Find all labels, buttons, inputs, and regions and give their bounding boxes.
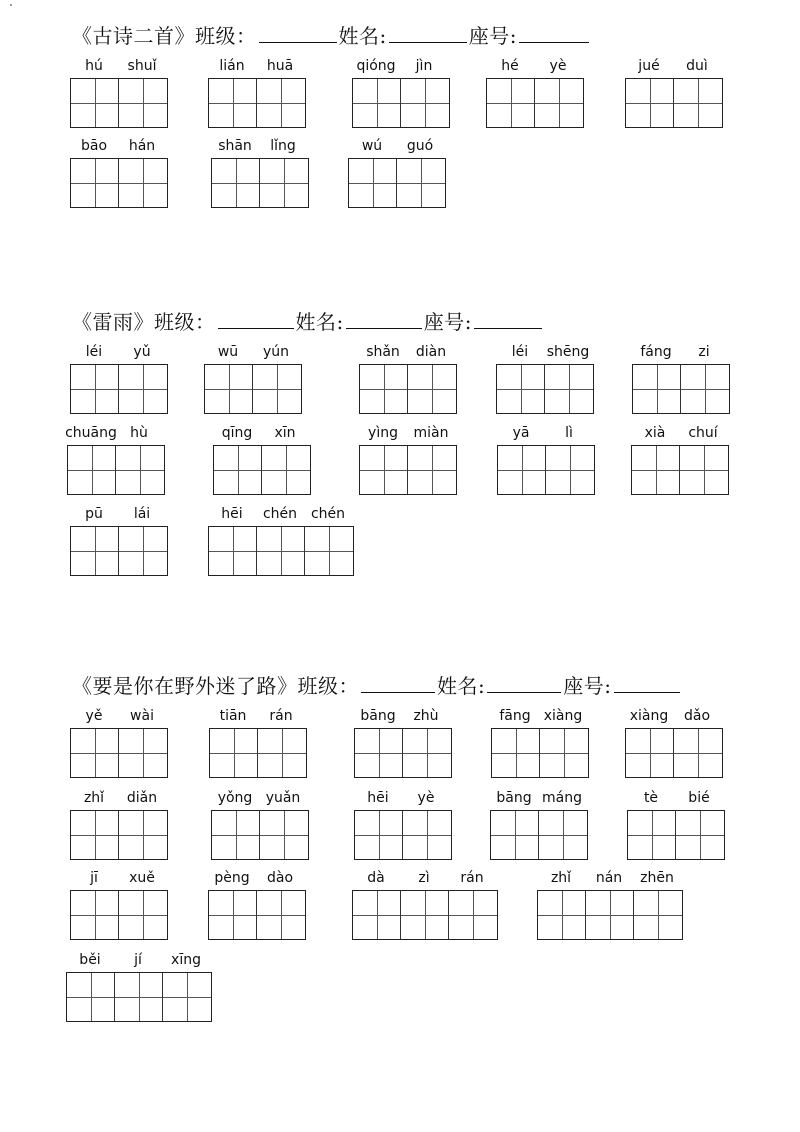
- scan-speck: [10, 4, 12, 6]
- pinyin-syllable: yìng: [368, 425, 398, 441]
- pinyin-row: [66, 952, 210, 972]
- pinyin-row: [625, 708, 721, 728]
- tian-zi-cell[interactable]: [163, 973, 211, 1021]
- pinyin-syllable: hán: [128, 138, 156, 154]
- pinyin-row: [209, 708, 305, 728]
- pinyin-word-block: [354, 790, 450, 858]
- writing-grid: [359, 364, 457, 414]
- class-blank[interactable]: [259, 24, 337, 43]
- tian-zi-cell[interactable]: [628, 811, 676, 859]
- tian-zi-cell[interactable]: [257, 79, 305, 127]
- pinyin-word-block: [70, 138, 166, 206]
- pinyin-syllable: chén: [262, 506, 298, 522]
- tian-zi-cell[interactable]: [119, 365, 167, 413]
- seat-blank[interactable]: [614, 674, 680, 693]
- writing-grid: [66, 972, 212, 1022]
- pinyin-syllable: jī: [90, 870, 98, 886]
- writing-grid: [497, 445, 595, 495]
- pinyin-syllable: chuí: [688, 425, 718, 441]
- writing-grid: [70, 364, 168, 414]
- pinyin-syllable: qióng: [356, 58, 396, 74]
- pinyin-row: [354, 790, 450, 810]
- tian-zi-cell[interactable]: [68, 446, 116, 494]
- pinyin-word-block: [70, 58, 166, 126]
- pinyin-syllable: shēng: [546, 344, 590, 360]
- seat-label: 座号:: [423, 310, 472, 334]
- pinyin-word-block: [204, 344, 300, 412]
- tian-zi-cell[interactable]: [209, 79, 257, 127]
- pinyin-row: [491, 708, 587, 728]
- writing-grid: [632, 364, 730, 414]
- tian-zi-cell[interactable]: [626, 79, 674, 127]
- tian-zi-cell[interactable]: [115, 973, 163, 1021]
- pinyin-syllable: qīng: [221, 425, 253, 441]
- pinyin-syllable: pèng: [214, 870, 250, 886]
- pinyin-word-block: [70, 708, 166, 776]
- tian-zi-cell[interactable]: [403, 729, 451, 777]
- pinyin-syllable: zhǐ: [83, 790, 105, 806]
- tian-zi-cell[interactable]: [540, 729, 588, 777]
- tian-zi-cell[interactable]: [626, 729, 674, 777]
- pinyin-syllable: bié: [688, 790, 710, 806]
- pinyin-word-block: [491, 708, 587, 776]
- tian-zi-cell[interactable]: [119, 159, 167, 207]
- writing-grid: [70, 810, 168, 860]
- tian-zi-cell[interactable]: [360, 446, 408, 494]
- tian-zi-cell[interactable]: [397, 159, 445, 207]
- pinyin-word-block: [627, 790, 723, 858]
- pinyin-syllable: lián: [219, 58, 245, 74]
- writing-grid: [70, 78, 168, 128]
- tian-zi-cell[interactable]: [487, 79, 535, 127]
- tian-zi-cell[interactable]: [633, 365, 681, 413]
- pinyin-syllable: fáng: [640, 344, 672, 360]
- pinyin-syllable: zhēn: [640, 870, 674, 886]
- pinyin-syllable: bāng: [360, 708, 396, 724]
- tian-zi-cell[interactable]: [119, 79, 167, 127]
- tian-zi-cell[interactable]: [538, 891, 586, 939]
- tian-zi-cell[interactable]: [355, 729, 403, 777]
- tian-zi-cell[interactable]: [491, 811, 539, 859]
- writing-grid: [204, 364, 302, 414]
- pinyin-syllable: xià: [644, 425, 666, 441]
- pinyin-syllable: rán: [269, 708, 293, 724]
- pinyin-word-block: [66, 952, 210, 1020]
- pinyin-syllable: shǎn: [366, 344, 400, 360]
- tian-zi-cell[interactable]: [71, 159, 119, 207]
- pinyin-row: [70, 138, 166, 158]
- writing-grid: [213, 445, 311, 495]
- pinyin-row: [70, 58, 166, 78]
- pinyin-syllable: jìn: [415, 58, 433, 74]
- seat-blank[interactable]: [474, 310, 542, 329]
- writing-grid: [70, 158, 168, 208]
- pinyin-row: [497, 425, 593, 445]
- lesson-title: 《古诗二首》: [72, 24, 195, 48]
- tian-zi-cell[interactable]: [253, 365, 301, 413]
- pinyin-syllable: léi: [85, 344, 103, 360]
- writing-grid: [627, 810, 725, 860]
- pinyin-syllable: duì: [686, 58, 708, 74]
- pinyin-syllable: xiàng: [629, 708, 669, 724]
- pinyin-word-block: [359, 425, 455, 493]
- pinyin-syllable: běi: [79, 952, 101, 968]
- writing-grid: [211, 810, 309, 860]
- pinyin-word-block: [354, 708, 450, 776]
- pinyin-syllable: zhǐ: [550, 870, 572, 886]
- pinyin-syllable: fāng: [499, 708, 531, 724]
- pinyin-word-block: [208, 58, 304, 126]
- pinyin-syllable: chuāng: [65, 425, 117, 441]
- tian-zi-cell[interactable]: [258, 729, 306, 777]
- class-label: 班级：: [297, 674, 359, 698]
- tian-zi-cell[interactable]: [492, 729, 540, 777]
- pinyin-row: [352, 58, 448, 78]
- pinyin-syllable: dǎo: [683, 708, 711, 724]
- pinyin-row: [213, 425, 309, 445]
- pinyin-syllable: yǒng: [217, 790, 253, 806]
- writing-grid: [486, 78, 584, 128]
- pinyin-word-block: [632, 344, 728, 412]
- pinyin-syllable: xuě: [129, 870, 155, 886]
- tian-zi-cell[interactable]: [212, 159, 260, 207]
- writing-grid: [208, 526, 354, 576]
- pinyin-syllable: bāng: [496, 790, 532, 806]
- pinyin-syllable: hēi: [367, 790, 389, 806]
- pinyin-syllable: huā: [266, 58, 294, 74]
- pinyin-row: [208, 58, 304, 78]
- pinyin-word-block: [625, 708, 721, 776]
- tian-zi-cell[interactable]: [71, 79, 119, 127]
- pinyin-row: [354, 708, 450, 728]
- tian-zi-cell[interactable]: [634, 891, 682, 939]
- pinyin-syllable: nán: [595, 870, 623, 886]
- tian-zi-cell[interactable]: [257, 891, 305, 939]
- pinyin-syllable: zhù: [413, 708, 439, 724]
- writing-grid: [208, 890, 306, 940]
- pinyin-syllable: yuǎn: [265, 790, 301, 806]
- tian-zi-cell[interactable]: [535, 79, 583, 127]
- pinyin-syllable: xīng: [171, 952, 201, 968]
- pinyin-syllable: tiān: [219, 708, 247, 724]
- seat-label: 座号:: [468, 24, 517, 48]
- tian-zi-cell[interactable]: [546, 446, 594, 494]
- pinyin-syllable: xiàng: [543, 708, 583, 724]
- pinyin-syllable: hēi: [221, 506, 243, 522]
- pinyin-row: [70, 870, 166, 890]
- pinyin-row: [208, 506, 352, 526]
- name-label: 姓名:: [437, 674, 486, 698]
- pinyin-syllable: bāo: [80, 138, 108, 154]
- tian-zi-cell[interactable]: [262, 446, 310, 494]
- pinyin-word-block: [497, 425, 593, 493]
- pinyin-word-block: [208, 870, 304, 938]
- writing-grid: [209, 728, 307, 778]
- writing-grid: [208, 78, 306, 128]
- tian-zi-cell[interactable]: [71, 365, 119, 413]
- tian-zi-cell[interactable]: [212, 811, 260, 859]
- pinyin-row: [211, 790, 307, 810]
- tian-zi-cell[interactable]: [119, 729, 167, 777]
- writing-grid: [359, 445, 457, 495]
- pinyin-word-block: [70, 506, 166, 574]
- writing-grid: [352, 78, 450, 128]
- pinyin-row: [486, 58, 582, 78]
- pinyin-syllable: xīn: [274, 425, 296, 441]
- pinyin-syllable: diǎn: [126, 790, 158, 806]
- pinyin-syllable: hú: [85, 58, 103, 74]
- tian-zi-cell[interactable]: [403, 811, 451, 859]
- tian-zi-cell[interactable]: [353, 891, 401, 939]
- pinyin-syllable: pū: [85, 506, 103, 522]
- pinyin-syllable: diàn: [415, 344, 447, 360]
- tian-zi-cell[interactable]: [209, 891, 257, 939]
- pinyin-syllable: dào: [266, 870, 294, 886]
- pinyin-syllable: miàn: [413, 425, 449, 441]
- pinyin-row: [70, 790, 166, 810]
- tian-zi-cell[interactable]: [349, 159, 397, 207]
- tian-zi-cell[interactable]: [119, 527, 167, 575]
- pinyin-word-block: [208, 506, 352, 574]
- pinyin-syllable: lì: [565, 425, 573, 441]
- writing-grid: [354, 810, 452, 860]
- tian-zi-cell[interactable]: [680, 446, 728, 494]
- lesson-title: 《雷雨》: [72, 310, 154, 334]
- pinyin-syllable: léi: [511, 344, 529, 360]
- tian-zi-cell[interactable]: [119, 891, 167, 939]
- pinyin-syllable: lái: [133, 506, 151, 522]
- pinyin-syllable: rán: [460, 870, 484, 886]
- pinyin-word-block: [537, 870, 681, 938]
- name-label: 姓名:: [295, 310, 344, 334]
- tian-zi-cell[interactable]: [545, 365, 593, 413]
- tian-zi-cell[interactable]: [116, 446, 164, 494]
- pinyin-syllable: máng: [542, 790, 582, 806]
- tian-zi-cell[interactable]: [355, 811, 403, 859]
- writing-grid: [70, 728, 168, 778]
- pinyin-syllable: hé: [501, 58, 519, 74]
- pinyin-word-block: [67, 425, 163, 493]
- tian-zi-cell[interactable]: [209, 527, 257, 575]
- writing-grid: [491, 728, 589, 778]
- tian-zi-cell[interactable]: [119, 811, 167, 859]
- writing-grid: [631, 445, 729, 495]
- tian-zi-cell[interactable]: [210, 729, 258, 777]
- class-label: 班级：: [195, 24, 257, 48]
- tian-zi-cell[interactable]: [257, 527, 305, 575]
- pinyin-row: [70, 708, 166, 728]
- tian-zi-cell[interactable]: [71, 891, 119, 939]
- tian-zi-cell[interactable]: [401, 891, 449, 939]
- pinyin-word-block: [496, 344, 592, 412]
- pinyin-syllable: shān: [218, 138, 252, 154]
- pinyin-word-block: [359, 344, 455, 412]
- pinyin-word-block: [213, 425, 309, 493]
- pinyin-row: [359, 344, 455, 364]
- pinyin-syllable: zi: [698, 344, 710, 360]
- pinyin-word-block: [490, 790, 586, 858]
- pinyin-row: [70, 344, 166, 364]
- pinyin-row: [359, 425, 455, 445]
- pinyin-row: [632, 344, 728, 364]
- tian-zi-cell[interactable]: [401, 79, 449, 127]
- pinyin-row: [537, 870, 681, 890]
- pinyin-row: [348, 138, 444, 158]
- pinyin-word-block: [625, 58, 721, 126]
- pinyin-row: [70, 506, 166, 526]
- pinyin-syllable: yè: [417, 790, 435, 806]
- tian-zi-cell[interactable]: [260, 159, 308, 207]
- tian-zi-cell[interactable]: [498, 446, 546, 494]
- pinyin-row: [496, 344, 592, 364]
- pinyin-word-block: [631, 425, 727, 493]
- tian-zi-cell[interactable]: [632, 446, 680, 494]
- pinyin-word-block: [352, 58, 448, 126]
- tian-zi-cell[interactable]: [674, 79, 722, 127]
- name-blank[interactable]: [346, 310, 422, 329]
- pinyin-syllable: wū: [217, 344, 239, 360]
- tian-zi-cell[interactable]: [586, 891, 634, 939]
- pinyin-row: [208, 870, 304, 890]
- writing-grid: [348, 158, 446, 208]
- section-header: [72, 670, 682, 699]
- seat-blank[interactable]: [519, 24, 589, 43]
- pinyin-word-block: [70, 870, 166, 938]
- name-blank[interactable]: [389, 24, 467, 43]
- tian-zi-cell[interactable]: [681, 365, 729, 413]
- pinyin-word-block: [209, 708, 305, 776]
- tian-zi-cell[interactable]: [497, 365, 545, 413]
- pinyin-syllable: yǔ: [133, 344, 151, 360]
- tian-zi-cell[interactable]: [408, 446, 456, 494]
- pinyin-syllable: yè: [549, 58, 567, 74]
- pinyin-row: [67, 425, 163, 445]
- pinyin-syllable: yě: [85, 708, 103, 724]
- class-blank[interactable]: [361, 674, 435, 693]
- section-header: [72, 306, 544, 335]
- pinyin-syllable: zì: [418, 870, 430, 886]
- pinyin-syllable: chén: [310, 506, 346, 522]
- pinyin-word-block: [348, 138, 444, 206]
- pinyin-syllable: wài: [130, 708, 154, 724]
- writing-grid: [496, 364, 594, 414]
- writing-grid: [352, 890, 498, 940]
- pinyin-syllable: jué: [638, 58, 660, 74]
- tian-zi-cell[interactable]: [408, 365, 456, 413]
- name-label: 姓名:: [338, 24, 387, 48]
- pinyin-syllable: yā: [512, 425, 530, 441]
- tian-zi-cell[interactable]: [71, 811, 119, 859]
- seat-label: 座号:: [563, 674, 612, 698]
- writing-grid: [67, 445, 165, 495]
- pinyin-word-block: [70, 344, 166, 412]
- pinyin-syllable: yún: [262, 344, 290, 360]
- name-blank[interactable]: [487, 674, 561, 693]
- tian-zi-cell[interactable]: [449, 891, 497, 939]
- tian-zi-cell[interactable]: [676, 811, 724, 859]
- pinyin-row: [211, 138, 307, 158]
- pinyin-word-block: [70, 790, 166, 858]
- tian-zi-cell[interactable]: [214, 446, 262, 494]
- pinyin-word-block: [211, 790, 307, 858]
- tian-zi-cell[interactable]: [67, 973, 115, 1021]
- writing-grid: [625, 78, 723, 128]
- tian-zi-cell[interactable]: [71, 527, 119, 575]
- pinyin-row: [631, 425, 727, 445]
- writing-grid: [490, 810, 588, 860]
- pinyin-syllable: guó: [406, 138, 434, 154]
- writing-grid: [70, 890, 168, 940]
- pinyin-syllable: jí: [134, 952, 142, 968]
- tian-zi-cell[interactable]: [71, 729, 119, 777]
- tian-zi-cell[interactable]: [360, 365, 408, 413]
- pinyin-row: [625, 58, 721, 78]
- writing-grid: [354, 728, 452, 778]
- tian-zi-cell[interactable]: [205, 365, 253, 413]
- writing-grid: [211, 158, 309, 208]
- tian-zi-cell[interactable]: [674, 729, 722, 777]
- section-header: [72, 20, 591, 49]
- tian-zi-cell[interactable]: [305, 527, 353, 575]
- class-label: 班级：: [154, 310, 216, 334]
- pinyin-syllable: shuǐ: [127, 58, 157, 74]
- tian-zi-cell[interactable]: [353, 79, 401, 127]
- pinyin-row: [204, 344, 300, 364]
- tian-zi-cell[interactable]: [260, 811, 308, 859]
- pinyin-row: [352, 870, 496, 890]
- lesson-title: 《要是你在野外迷了路》: [72, 674, 298, 698]
- pinyin-syllable: dà: [367, 870, 385, 886]
- writing-grid: [70, 526, 168, 576]
- pinyin-row: [627, 790, 723, 810]
- pinyin-syllable: wú: [361, 138, 383, 154]
- pinyin-syllable: lǐng: [270, 138, 296, 154]
- writing-grid: [625, 728, 723, 778]
- class-blank[interactable]: [218, 310, 294, 329]
- pinyin-syllable: hù: [130, 425, 148, 441]
- pinyin-syllable: tè: [643, 790, 659, 806]
- writing-grid: [537, 890, 683, 940]
- pinyin-word-block: [211, 138, 307, 206]
- pinyin-word-block: [486, 58, 582, 126]
- pinyin-word-block: [352, 870, 496, 938]
- pinyin-row: [490, 790, 586, 810]
- tian-zi-cell[interactable]: [539, 811, 587, 859]
